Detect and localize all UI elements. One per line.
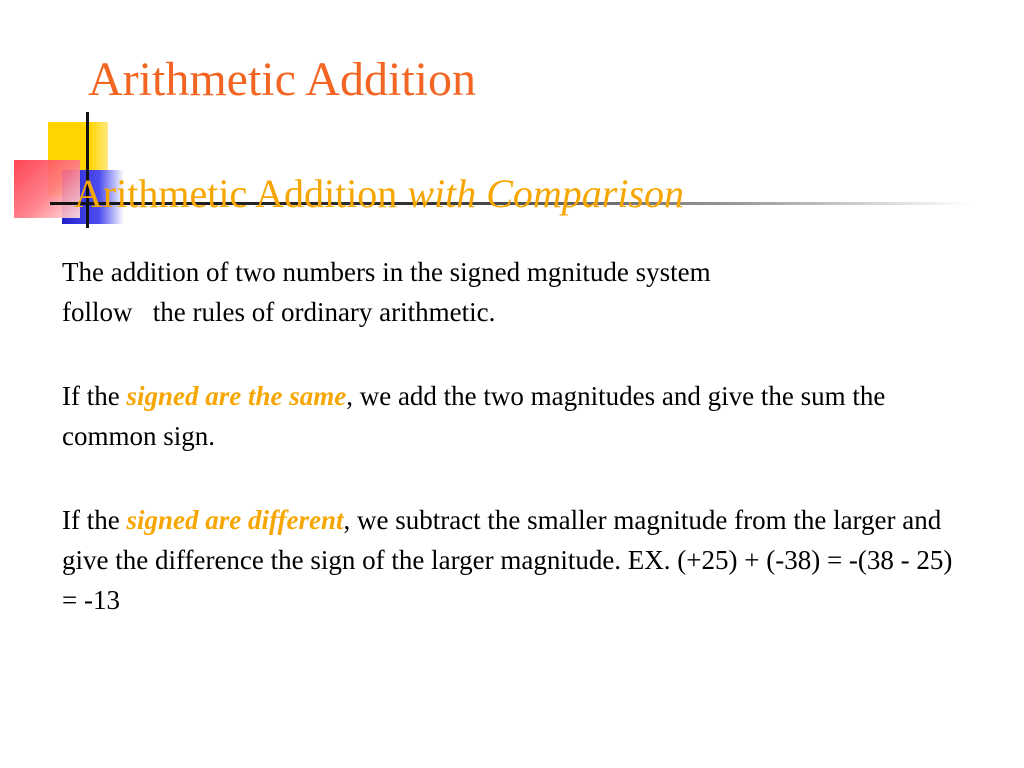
logo-red-square <box>14 160 80 218</box>
slide-title: Arithmetic Addition <box>88 53 476 106</box>
same-suffix: , we add the two magnitudes and give the sum the common sign. <box>62 381 886 451</box>
same-prefix: If the <box>62 381 127 411</box>
paragraph-different-signs <box>62 500 962 620</box>
diff-suffix: , we subtract the smaller magnitude from the larger and give the difference the sign of the larger magnitude. EX. (+25) + (-38) = -(38 - 25) = -13 <box>62 505 953 615</box>
subtitle-italic: with Comparison <box>407 171 685 216</box>
slide-subtitle <box>74 171 685 216</box>
diff-highlight: signed are different <box>126 505 344 535</box>
intro-line-1: The addition of two numbers in the signed mgnitude system <box>62 257 711 287</box>
same-highlight: signed are the same <box>126 381 347 411</box>
diff-prefix: If the <box>62 505 127 535</box>
paragraph-same-signs <box>62 376 962 456</box>
slide-body <box>62 252 962 664</box>
intro-line-2b: the rules of ordinary arithmetic. <box>152 297 496 327</box>
paragraph-intro <box>62 252 962 332</box>
intro-line-2a: follow <box>62 297 133 327</box>
subtitle-regular: Arithmetic Addition <box>74 171 408 216</box>
